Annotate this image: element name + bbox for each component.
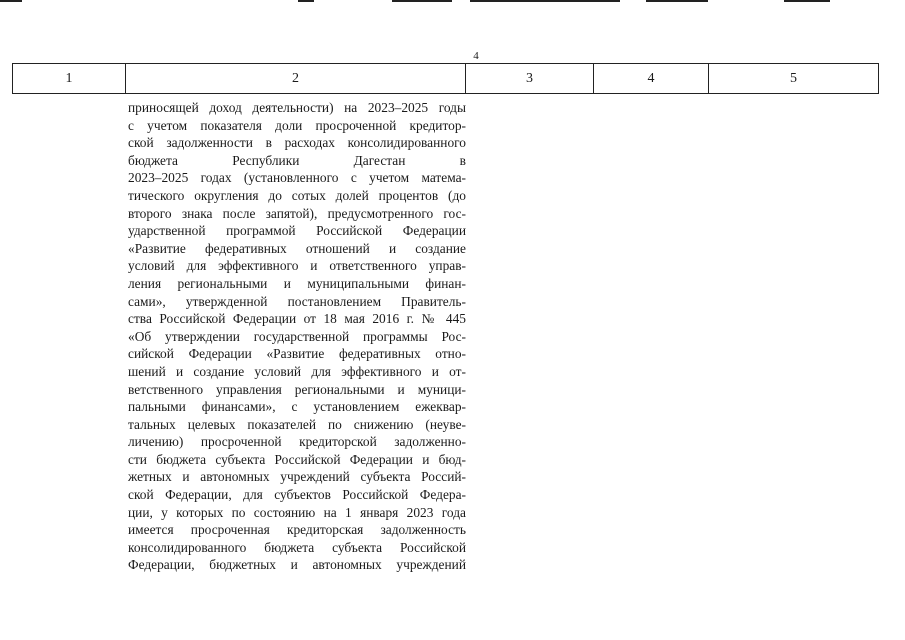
text-line: 2023–2025 годах (установленного с учетом матема- [128, 170, 466, 186]
column-header-cell: 5 [709, 64, 879, 94]
scan-mark [646, 0, 708, 2]
scan-mark [784, 0, 830, 2]
text-line: Федерации, бюджетных и автономных учреждений [128, 557, 466, 573]
scan-mark [0, 0, 22, 2]
text-line: сами», утвержденной постановлением Правитель- [128, 293, 466, 309]
text-line: личению) просроченной кредиторской задолженно- [128, 434, 466, 450]
text-line: ской задолженности в расходах консолидированного [128, 135, 466, 151]
column-header-cell: 4 [594, 64, 709, 94]
text-line: «Развитие федеративных отношений и создание [128, 240, 466, 256]
text-line: сти бюджета субъекта Российской Федерации и бюд- [128, 451, 466, 467]
column-header-cell: 3 [466, 64, 594, 94]
column-header-cell: 1 [13, 64, 126, 94]
scan-mark [298, 0, 314, 2]
text-line: ства Российской Федерации от 18 мая 2016 г. № 445 [128, 311, 466, 327]
text-line: условий для эффективного и ответственного управ- [128, 258, 466, 274]
text-line: приносящей доход деятельности) на 2023–2025 годы [128, 100, 466, 115]
scan-mark [392, 0, 452, 2]
text-line: ления региональными и муниципальными финан- [128, 275, 466, 291]
text-line: шений и создание условий для эффективного и от- [128, 363, 466, 379]
text-line: ской Федерации, для субъектов Российской Федера- [128, 487, 466, 503]
text-line: тальных целевых показателей по снижению (неуве- [128, 416, 466, 432]
text-line: второго знака после запятой), предусмотренного гос- [128, 205, 466, 221]
column-header-table [12, 63, 879, 94]
text-line: имеется просроченная кредиторская задолженность [128, 522, 466, 538]
text-line: сийской Федерации «Развитие федеративных отно- [128, 346, 466, 362]
text-line: тического округления до сотых долей процентов (до [128, 187, 466, 203]
text-line: бюджета Республики Дагестан в [128, 152, 466, 168]
text-line: пальными финансами», с установлением ежеквар- [128, 399, 466, 415]
column-header-row [13, 64, 879, 94]
text-line: ударственной программой Российской Федерации [128, 223, 466, 239]
text-line: ции, у которых по состоянию на 1 января 2023 года [128, 504, 466, 520]
scan-mark [470, 0, 620, 2]
text-line: жетных и автономных учреждений субъекта Россий- [128, 469, 466, 485]
text-line: ветственного управления региональными и муници- [128, 381, 466, 397]
text-line: с учетом показателя доли просроченной кредитор- [128, 117, 466, 133]
page-number: 4 [473, 50, 479, 62]
body-text [128, 99, 466, 574]
text-line: «Об утверждении государственной программы Рос- [128, 328, 466, 344]
column-header-cell: 2 [126, 64, 466, 94]
text-line: консолидированного бюджета субъекта Российской [128, 539, 466, 555]
